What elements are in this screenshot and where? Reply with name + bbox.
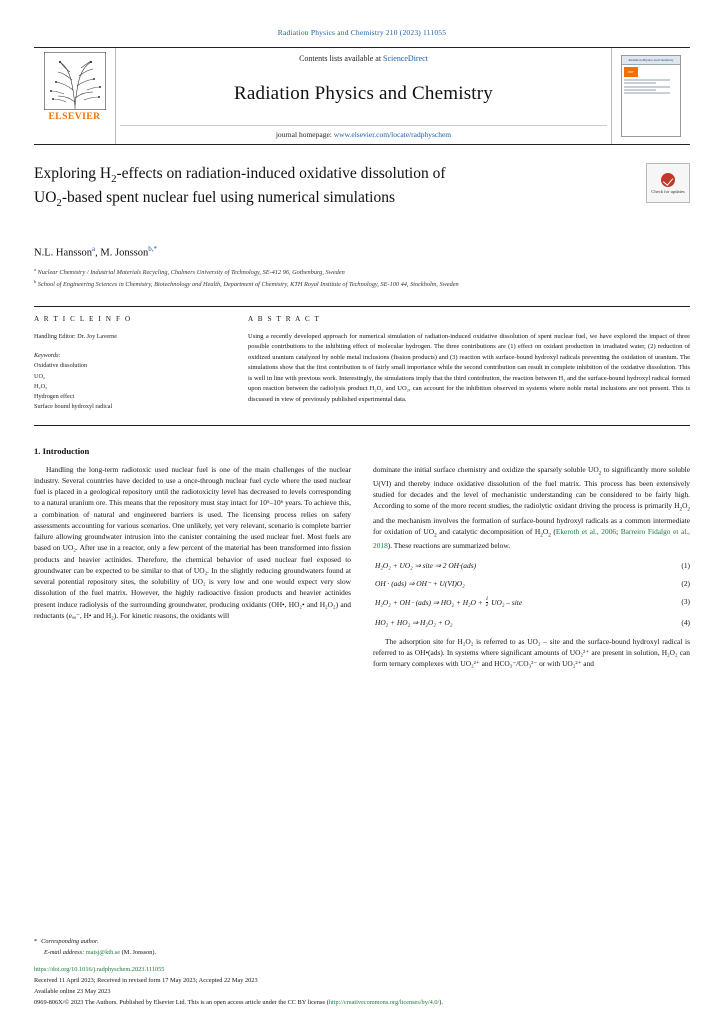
homepage-prefix: journal homepage: [275, 130, 334, 139]
page-title [34, 163, 594, 212]
elsevier-logo [34, 48, 116, 144]
cover-title: Radiation Physics and Chemistry [622, 56, 680, 65]
title-line1-sub: 2 [111, 173, 117, 186]
equation-2 [373, 579, 690, 588]
fraction-one-half [486, 597, 489, 609]
title-line2-sub: 2 [56, 197, 62, 210]
received-dates: Received 11 April 2023; Received in revised form 17 May 2023; Accepted 22 May 2023 [34, 976, 258, 984]
cover-logo: PDF [624, 67, 638, 77]
title-line2-a: UO [34, 189, 57, 207]
email-link[interactable]: matsj@kth.se [85, 948, 121, 956]
equation-body: OH · (ads) ⇒ OH⁻ + U(VI)O₂ [375, 578, 465, 588]
author-1: N.L. Hansson [34, 247, 93, 259]
title-line1-b: -effects on radiation-induced oxidative dissolution of [116, 165, 446, 182]
article-info-column [34, 315, 230, 413]
author-2: , M. Jonsson [95, 247, 149, 259]
cover-bar [624, 92, 670, 94]
cover-bar [624, 89, 656, 91]
cover-bar [624, 79, 670, 81]
abstract-column [230, 315, 690, 413]
cover-bar [624, 86, 670, 88]
keyword-item: Hydrogen effect [34, 393, 75, 401]
equation-3-tail: UO₂ – site [491, 597, 523, 607]
info-abstract-band [34, 306, 690, 426]
corresponding-author-footnote [34, 937, 351, 958]
affiliation-a: $^a$ Nuclear Chemistry / Industrial Materials Recycling, Chalmers University of Technology, SE-412 96, Gothenburg, Sweden [34, 266, 345, 276]
body-column-left [34, 464, 351, 670]
keyword-item: UO₂ [34, 372, 46, 380]
page-footer [34, 964, 690, 1008]
citation-link[interactable]: Ekeroth et al., 2006 [555, 526, 617, 536]
contents-available-line [299, 54, 428, 63]
equation-number: (2) [681, 578, 690, 588]
copyright-line [34, 997, 690, 1008]
journal-homepage-line [120, 125, 607, 139]
keyword-item: Oxidative dissolution [34, 362, 88, 370]
equation-4 [373, 618, 690, 627]
author-list [34, 245, 690, 259]
affiliation-b: $^b$ School of Engineering Sciences in Chemistry, Biotechnology and Health, Department of Chemistry, KTH Royal Institute of Technology, SE-100 44, Stockholm, Sweden [34, 278, 459, 288]
crossmark-label: Check for updates [651, 188, 685, 194]
journal-title: Radiation Physics and Chemistry [234, 83, 493, 104]
author-1-affil-marker: a [92, 245, 96, 253]
cover-thumb [621, 55, 681, 137]
footnote-star: * [34, 938, 38, 946]
homepage-url-link[interactable]: www.elsevier.com/locate/radphyschem [333, 130, 452, 139]
article-info-heading: A R T I C L E I N F O [34, 314, 132, 323]
email-owner: (M. Jonsson). [121, 948, 157, 956]
handling-editor: Handling Editor: Dr. Joy Laverne [34, 332, 117, 340]
title-line2-b: -based spent nuclear fuel using numerical simulations [61, 189, 395, 207]
sciencedirect-link[interactable]: ScienceDirect [383, 54, 428, 63]
equation-number: (3) [681, 597, 690, 607]
paragraph: The adsorption site for H₂O₂ is referred to as UO₂ – site and the surface-bound hydroxyl radical is referred to as OH•(ads). In systems where significant amounts of UO₂²⁺ are present in solution, H₂O₂ can form ternary complexes with UO₂²⁺ and HCO₃⁻/CO₃²⁻ or with UO₂²⁺ and [373, 636, 690, 669]
crossmark-icon [661, 173, 675, 187]
affiliations [34, 266, 690, 290]
corresponding-marker: * [153, 245, 158, 253]
section-heading [34, 446, 690, 456]
keywords-label: Keywords: [34, 352, 61, 360]
keyword-item: Surface bound hydroxyl radical [34, 403, 113, 411]
abstract-text: Using a recently developed approach for numerical simulation of radiation-induced oxidative dissolution of spent nuclear fuel, we have explored the impact of three possible contributions to the inhibiting effect of molecular hydrogen. The three contributions are (1) effect on oxidant production in irradiated water, (2) reduction of oxidized uranium catalyzed by noble metal inclusions (fission products) and (3) reaction with surface-bound hydroxyl radicals preventing the oxidation of uranium. The simulations show that the first contribution is of fairly small importance while the second contribution can result in complete inhibition of the oxidative dissolution. This is well in line with previous work. Interestingly, the simulations imply that the third contribution, the reaction between H₂ and the surface-bound hydroxyl radical formed upon reaction between the radiolysis product H₂O₂ and UO₂, can account for the inhibition observed in systems where noble metal inclusions are not present. This is discussed in view of previously published experimental data. [248, 332, 690, 403]
equation-3 [373, 597, 690, 609]
title-block [34, 163, 690, 229]
equation-body: H₂O₂ + UO₂ ⇒ site ⇒ 2 OH·(ads) [375, 560, 477, 570]
equation-body: HO₂ + HO₂ ⇒ H₂O₂ + O₂ [375, 617, 453, 627]
equation-1 [373, 561, 690, 570]
affiliation-b-text: School of Engineering Sciences in Chemistry, Biotechnology and Health, Department of Chemistry, KTH Royal Institute of Technology, SE-100 44, Stockholm, Sweden [37, 280, 459, 288]
cover-body [622, 65, 680, 136]
contents-prefix: Contents lists available at [299, 54, 384, 63]
equation-number: (4) [681, 617, 690, 627]
paragraph: dominate the initial surface chemistry and oxidize the sparsely soluble $UO_2$ to significantly more soluble U(VI) and thereby induce oxidative dissolution of the fuel matrix. This process has been extensively studied for decades and the level of mechanistic understanding can be considered to be fairly high. According to some of the more recent studies, the radiolytic oxidant driving the process is primarily $H_2O_2$ and the mechanism involves the formation of surface-bound hydroxyl radicals as a common intermediate for oxidation of $UO_2$ and catalytic decomposition of $H_2O_2$ (Ekeroth et al., 2006; Barreiro Fidalgo et al., 2018). These reactions are summarized below. [373, 464, 690, 551]
footnote-line-1 [34, 937, 351, 947]
crossmark-badge[interactable] [646, 163, 690, 203]
paragraph: Handling the long-term radiotoxic used nuclear fuel is one of the main challenges of the nuclear industry. Several countries have decided to use a once-through nuclear fuel cycle where the used nuclear fuel is placed in a geological repository until the radiotoxicity level has decreased to levels corresponding to a natural uranium ore. This means that the repository must stay intact for 10⁵–10⁶ years. To achieve this, a combination of natural and engineered barriers is used. The licensing process relies on safety assessments accounting for various scenarios. One unlikely, yet very relevant, scenario is complete barrier failure allowing groundwater intrusion into the canister containing the used nuclear fuel. Most fuels are based on UO₂. After use in a reactor, only a few percent of the material has been transformed into fission products and heavier actinides. Therefore, the chemical behavior of used nuclear fuel exposed to groundwater can be expected to be similar to that of UO₂. In the slightly reducing groundwaters found at several potential repository sites, the solubility of UO₂ is very low and one would expect very slow dissolution of the fuel matrix. However, the highly radioactive fission products and heavier actinides present induce radiolysis of the surrounding groundwater, producing oxidants (OH•, HO₂• and H₂O₂) and reductants (eₐₐ⁻, H• and H₂). For kinetic reasons, the oxidants will [34, 464, 351, 620]
cc-license-link[interactable]: http://creativecommons.org/licenses/by/4.0/ [328, 998, 440, 1006]
equation-body [373, 597, 522, 609]
journal-masthead [34, 47, 690, 145]
equation-3-lead: H₂O₂ + OH · (ads) ⇒ HO₂ + H₂O + [375, 597, 483, 607]
available-online: Available online 23 May 2023 [34, 987, 111, 995]
citation-link[interactable]: Barreiro Fidalgo et al., 2018 [373, 526, 690, 551]
running-head: Radiation Physics and Chemistry 210 (2023) 111055 [277, 28, 447, 37]
copyright-end: ). [439, 998, 443, 1006]
doi-link[interactable]: https://doi.org/10.1016/j.radphyschem.2023.111055 [34, 965, 165, 973]
elsevier-tree-icon [44, 52, 106, 110]
elsevier-wordmark: ELSEVIER [48, 112, 101, 122]
author-2-affil-marker: b, [148, 245, 154, 253]
footnote-line-2 [34, 948, 351, 958]
fraction-denominator: 2 [485, 602, 489, 609]
fraction-numerator: 1 [485, 595, 489, 602]
title-line1-a: Exploring H [34, 165, 112, 182]
equation-number: (1) [681, 560, 690, 570]
email-label: E-mail address: [44, 948, 85, 956]
journal-cover-thumbnail [611, 48, 690, 144]
abstract-heading: A B S T R A C T [248, 314, 321, 323]
copyright-text: 0969-806X/© 2023 The Authors. Published by Elsevier Ltd. This is an open access article under the CC BY license ( [34, 998, 329, 1006]
affiliation-a-text: Nuclear Chemistry / Industrial Materials Recycling, Chalmers University of Technology, SE-412 96, Gothenburg, Sweden [37, 268, 345, 276]
masthead-center [116, 48, 611, 144]
footnote-corresponding: Corresponding author. [41, 938, 99, 946]
keyword-item: H₂O₂ [34, 382, 48, 390]
body-column-right [373, 464, 690, 670]
body-columns [34, 464, 690, 670]
section-number: 1. [34, 445, 41, 456]
cover-bar [624, 82, 656, 84]
section-title-text: Introduction [42, 445, 90, 456]
